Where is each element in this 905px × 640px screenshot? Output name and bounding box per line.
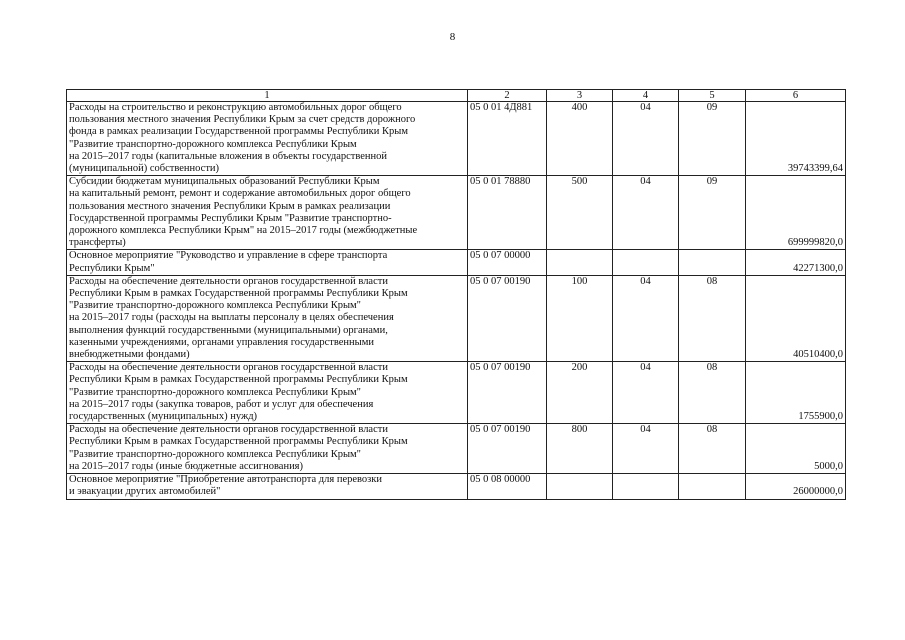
row-target-code: 05 0 07 00190 bbox=[468, 424, 547, 474]
row-expense-type: 100 bbox=[547, 275, 613, 361]
row-amount: 5000,0 bbox=[746, 424, 846, 474]
column-header-5: 5 bbox=[679, 90, 746, 102]
row-description: Расходы на строительство и реконструкцию автомобильных дорог общего пользования местного значения Республики Крым за счет средств дорожного фонда в рамках реализации Государственной программы Республики Крым "Развитие транспортно-дорожного комплекса Республики Крым на 2015–2017 годы (капитальные вложения в объекты государственной (муниципальной) собственности) bbox=[67, 102, 468, 176]
row-expense-type: 400 bbox=[547, 102, 613, 176]
row-target-code: 05 0 07 00190 bbox=[468, 275, 547, 361]
row-expense-type: 200 bbox=[547, 362, 613, 424]
page-number: 8 bbox=[449, 31, 456, 43]
row-target-code: 05 0 01 78880 bbox=[468, 176, 547, 250]
row-amount: 1755900,0 bbox=[746, 362, 846, 424]
budget-table bbox=[66, 89, 846, 500]
table-row bbox=[67, 250, 846, 275]
row-expense-type: 500 bbox=[547, 176, 613, 250]
row-expense-type: 800 bbox=[547, 424, 613, 474]
row-amount: 40510400,0 bbox=[746, 275, 846, 361]
row-section bbox=[613, 250, 679, 275]
table-row bbox=[67, 424, 846, 474]
row-section: 04 bbox=[613, 275, 679, 361]
row-description: Расходы на обеспечение деятельности органов государственной власти Республики Крым в рамках Государственной программы Республики Крым "Развитие транспортно-дорожного комплекса Республики Крым" на 2015–2017 годы (расходы на выплаты персоналу в целях обеспечения выполнения функций государственными (муниципальными) органами, казенными учреждениями, органами управления государственными внебюджетными фондами) bbox=[67, 275, 468, 361]
row-target-code: 05 0 08 00000 bbox=[468, 474, 547, 499]
table-header-row bbox=[67, 90, 846, 102]
row-section: 04 bbox=[613, 102, 679, 176]
row-description: Основное мероприятие "Приобретение автотранспорта для перевозки и эвакуации других автомобилей" bbox=[67, 474, 468, 499]
row-description: Расходы на обеспечение деятельности органов государственной власти Республики Крым в рамках Государственной программы Республики Крым "Развитие транспортно-дорожного комплекса Республики Крым" на 2015–2017 годы (иные бюджетные ассигнования) bbox=[67, 424, 468, 474]
row-section: 04 bbox=[613, 176, 679, 250]
row-subsection: 09 bbox=[679, 176, 746, 250]
column-header-2: 2 bbox=[468, 90, 547, 102]
row-description: Субсидии бюджетам муниципальных образований Республики Крым на капитальный ремонт, ремонт и содержание автомобильных дорог общего пользования местного значения Республики Крым в рамках реализации Государственной программы Республики Крым "Развитие транспортно- дорожного комплекса Республики Крым" на 2015–2017 годы (межбюджетные трансферты) bbox=[67, 176, 468, 250]
row-description: Основное мероприятие "Руководство и управление в сфере транспорта Республики Крым" bbox=[67, 250, 468, 275]
column-header-4: 4 bbox=[613, 90, 679, 102]
table-row bbox=[67, 176, 846, 250]
row-amount: 699999820,0 bbox=[746, 176, 846, 250]
column-header-1: 1 bbox=[67, 90, 468, 102]
column-header-3: 3 bbox=[547, 90, 613, 102]
row-subsection bbox=[679, 250, 746, 275]
row-description: Расходы на обеспечение деятельности органов государственной власти Республики Крым в рамках Государственной программы Республики Крым "Развитие транспортно-дорожного комплекса Республики Крым" на 2015–2017 годы (закупка товаров, работ и услуг для обеспечения государственных (муниципальных) нужд) bbox=[67, 362, 468, 424]
row-target-code: 05 0 07 00190 bbox=[468, 362, 547, 424]
row-subsection: 09 bbox=[679, 102, 746, 176]
row-section: 04 bbox=[613, 424, 679, 474]
table-row bbox=[67, 362, 846, 424]
row-section: 04 bbox=[613, 362, 679, 424]
row-expense-type bbox=[547, 474, 613, 499]
table-row bbox=[67, 102, 846, 176]
column-header-6: 6 bbox=[746, 90, 846, 102]
row-target-code: 05 0 01 4Д881 bbox=[468, 102, 547, 176]
table-row bbox=[67, 275, 846, 361]
row-section bbox=[613, 474, 679, 499]
row-subsection: 08 bbox=[679, 362, 746, 424]
row-subsection: 08 bbox=[679, 424, 746, 474]
row-subsection: 08 bbox=[679, 275, 746, 361]
row-amount: 39743399,64 bbox=[746, 102, 846, 176]
row-amount: 42271300,0 bbox=[746, 250, 846, 275]
row-expense-type bbox=[547, 250, 613, 275]
row-subsection bbox=[679, 474, 746, 499]
row-target-code: 05 0 07 00000 bbox=[468, 250, 547, 275]
table-row bbox=[67, 474, 846, 499]
row-amount: 26000000,0 bbox=[746, 474, 846, 499]
